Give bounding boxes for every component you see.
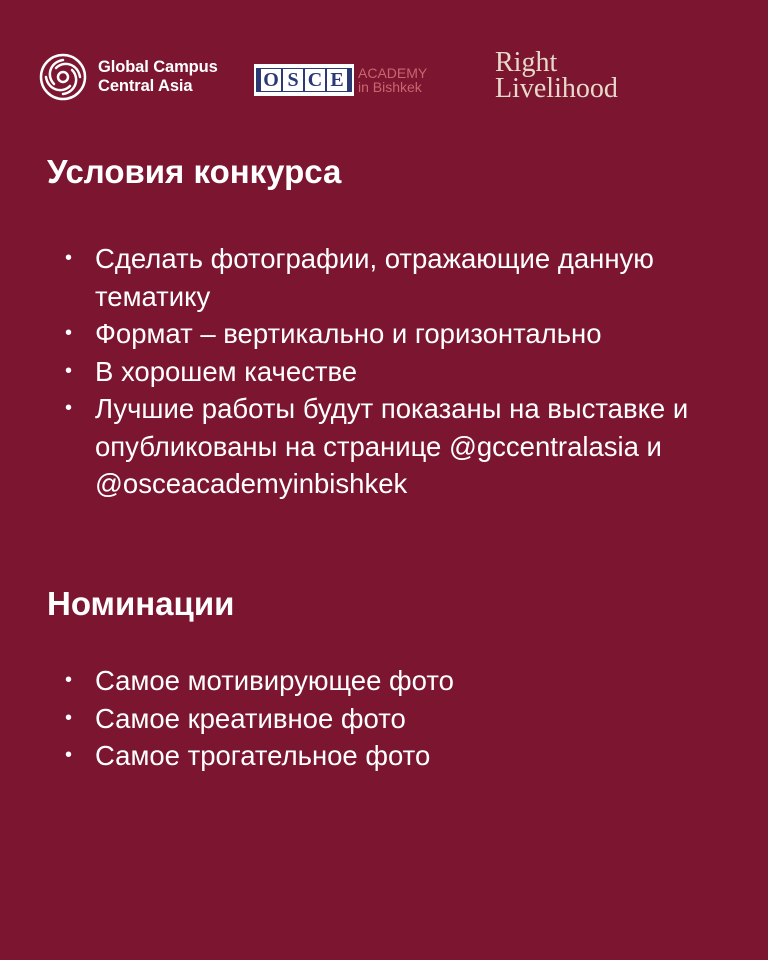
- osce-letter: E: [327, 69, 347, 91]
- osce-academy-wordmark: [358, 66, 427, 94]
- logo-bar: [38, 47, 658, 110]
- academy-line2: in Bishkek: [358, 79, 422, 95]
- osce-academy-logo: [254, 64, 427, 96]
- swirl-icon: [38, 52, 88, 102]
- list-item: [62, 662, 742, 700]
- conditions-heading: Условия конкурса: [47, 153, 342, 190]
- osce-letter: O: [261, 69, 281, 91]
- global-campus-line1: Global Campus: [98, 58, 218, 76]
- bullet-icon: •: [65, 706, 73, 729]
- global-campus-wordmark: [98, 58, 218, 96]
- bullet-icon: •: [65, 322, 73, 344]
- osce-letter: S: [283, 69, 303, 91]
- bullet-icon: •: [65, 669, 73, 691]
- global-campus-line2: Central Asia: [98, 77, 193, 95]
- bullet-icon: •: [65, 744, 73, 766]
- list-item-text: Самое креативное фото: [95, 702, 406, 734]
- bullet-icon: •: [65, 397, 73, 419]
- list-item: [62, 315, 742, 353]
- bullet-icon: •: [65, 247, 73, 269]
- osce-mark: [254, 64, 354, 96]
- nominations-heading: Номинации: [47, 585, 235, 622]
- right-livelihood-line1: Right: [495, 47, 558, 78]
- right-livelihood-line2: Livelihood: [495, 73, 618, 104]
- list-item: [62, 390, 742, 503]
- nominations-list: [62, 662, 742, 775]
- list-item-text: Самое мотивирующее фото: [95, 665, 454, 696]
- right-livelihood-logo: [495, 47, 618, 104]
- list-item: [62, 737, 742, 775]
- list-item: [62, 353, 742, 391]
- list-item: [62, 700, 742, 738]
- osce-letter: C: [305, 69, 325, 91]
- conditions-list: [62, 240, 742, 503]
- bullet-icon: •: [65, 359, 73, 382]
- list-item-text: Самое трогательное фото: [95, 740, 431, 771]
- global-campus-logo: [38, 52, 218, 102]
- list-item-text: Лучшие работы будут показаны на выставке и опубликованы на странице @gccentralasia и @osceacademyinbishkek: [95, 393, 689, 499]
- academy-line1: ACADEMY: [358, 65, 428, 81]
- list-item: [62, 240, 742, 315]
- list-item-text: В хорошем качестве: [95, 355, 358, 387]
- list-item-text: Формат – вертикально и горизонтально: [95, 318, 602, 349]
- list-item-text: Сделать фотографии, отражающие данную тематику: [95, 243, 654, 312]
